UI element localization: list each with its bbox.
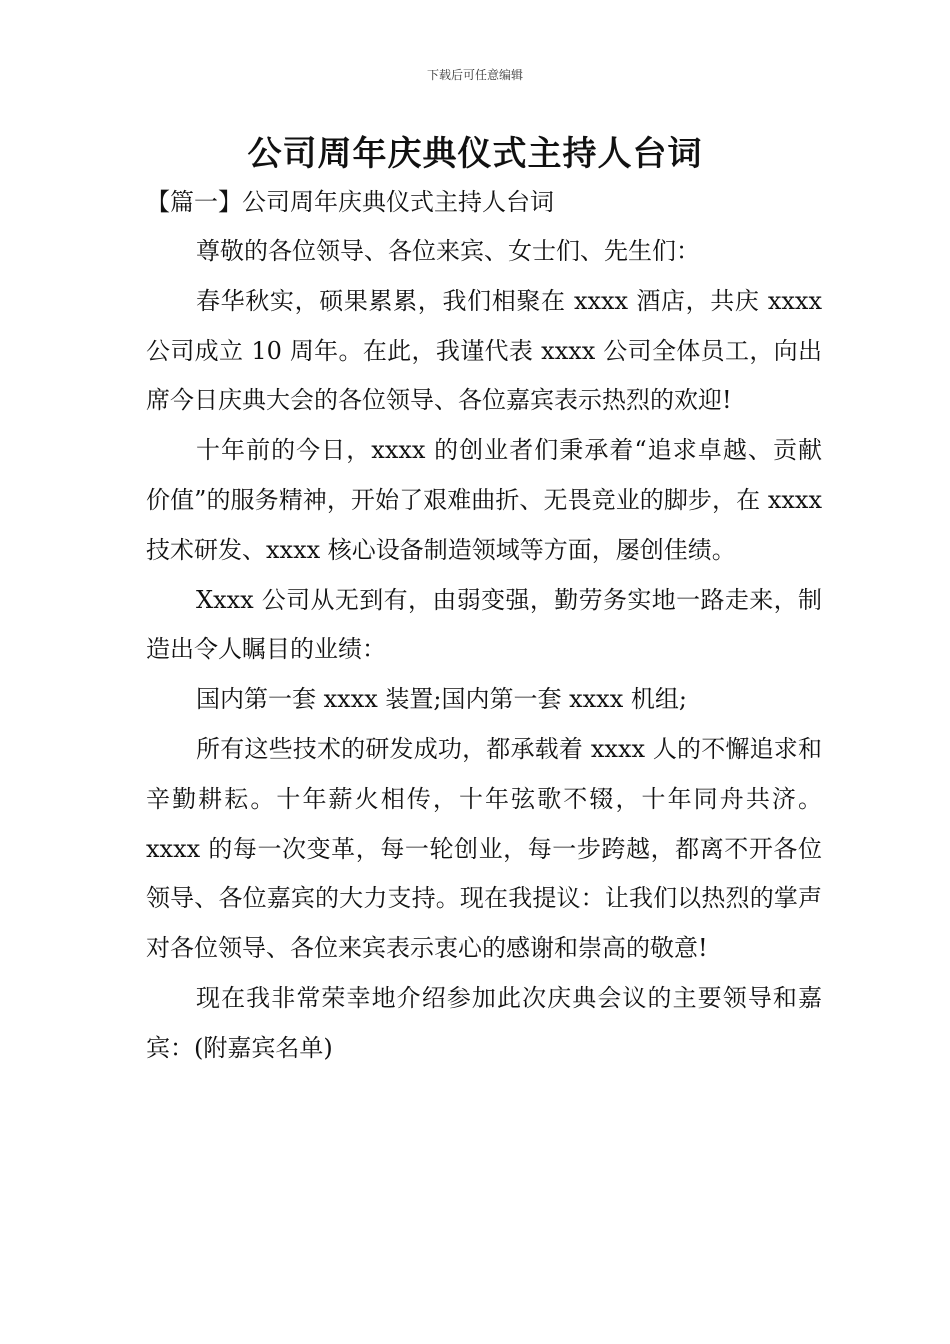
header-note: 下载后可任意编辑	[426, 68, 523, 82]
paragraph: 十年前的今日，xxxx 的创业者们秉承着“追求卓越、贡献价值”的服务精神，开始了艰难曲折、无畏竞业的脚步，在 xxxx 技术研发、xxxx 核心设备制造领域等方面，屡创佳绩。	[146, 436, 822, 564]
paragraph: 春华秋实，硕果累累，我们相聚在 xxxx 酒店，共庆 xxxx 公司成立 10 周年。在此，我谨代表 xxxx 公司全体员工，向出席今日庆典大会的各位领导、各位嘉宾表示热烈的欢迎!	[146, 286, 822, 415]
paragraph: 现在我非常荣幸地介绍参加此次庆典会议的主要领导和嘉宾：(附嘉宾名单)	[146, 983, 822, 1062]
document-body	[146, 227, 822, 1074]
section-heading: 【篇一】公司周年庆典仪式主持人台词	[146, 188, 554, 216]
paragraph: Xxxx 公司从无到有，由弱变强，勤劳务实地一路走来，制造出令人瞩目的业绩：	[146, 585, 822, 664]
paragraph: 国内第一套 xxxx 装置;国内第一套 xxxx 机组;	[196, 685, 687, 714]
paragraph: 所有这些技术的研发成功，都承载着 xxxx 人的不懈追求和辛勤耕耘。十年薪火相传，十年弦歌不辍，十年同舟共济。xxxx 的每一次变革，每一轮创业，每一步跨越，都离不开各位领导、各位嘉宾的大力支持。现在我提议：让我们以热烈的掌声对各位领导、各位来宾表示衷心的感谢和崇高的敬意!	[146, 734, 822, 963]
paragraph-greeting: 尊敬的各位领导、各位来宾、女士们、先生们：	[196, 237, 700, 265]
document-title: 公司周年庆典仪式主持人台词	[247, 134, 703, 174]
